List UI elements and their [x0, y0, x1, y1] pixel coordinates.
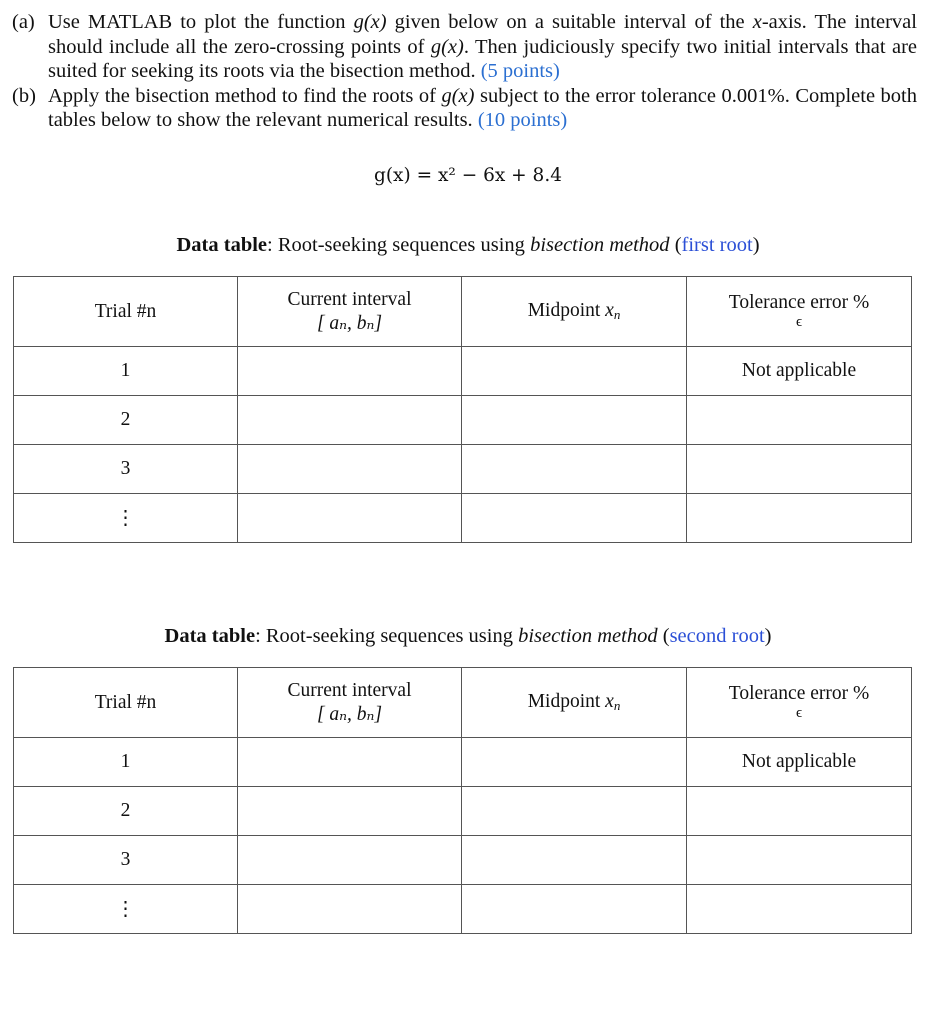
caption-root: first root: [681, 234, 753, 256]
cell-interval[interactable]: [238, 787, 462, 836]
part-b-text: Apply the bisection method to find the roots of: [48, 84, 442, 107]
table-row: [14, 885, 912, 934]
caption-paren: ): [752, 234, 760, 256]
cell-interval[interactable]: [238, 494, 462, 543]
header-interval: Current interval [ aₙ, bₙ]: [238, 277, 462, 347]
cell-interval[interactable]: [238, 347, 462, 396]
part-a: [12, 10, 917, 84]
table-row: [14, 396, 912, 445]
cell-midpoint[interactable]: [462, 396, 687, 445]
table-row: [14, 787, 912, 836]
cell-trial: ⋮: [14, 494, 238, 543]
cell-midpoint[interactable]: [462, 836, 687, 885]
part-b-points: (10 points): [477, 109, 568, 131]
cell-interval[interactable]: [238, 885, 462, 934]
table-row: [14, 836, 912, 885]
cell-error: Not applicable: [687, 738, 912, 787]
cell-trial: ⋮: [14, 885, 238, 934]
header-trial: Trial #n: [14, 668, 238, 738]
part-b: [12, 84, 917, 133]
caption-italic: bisection method: [530, 234, 670, 256]
cell-trial: 2: [14, 396, 238, 445]
cell-error[interactable]: [687, 396, 912, 445]
bisection-table-second-root: [13, 667, 912, 934]
cell-midpoint[interactable]: [462, 787, 687, 836]
table-row: [14, 494, 912, 543]
header-midpoint: Midpoint $x_n$: [462, 668, 687, 738]
part-a-text: Use MATLAB to plot the function: [48, 11, 354, 33]
part-a-text: . Then judiciously specify two initial intervals that are suited for seeking its roots via the bisection method.: [48, 35, 917, 82]
cell-error[interactable]: [687, 836, 912, 885]
table-row: [14, 347, 912, 396]
header-tolerance: Tolerance error % ϵ: [687, 277, 912, 347]
cell-trial: 2: [14, 787, 238, 836]
cell-midpoint[interactable]: [462, 347, 687, 396]
cell-midpoint[interactable]: [462, 494, 687, 543]
cell-trial: 3: [14, 445, 238, 494]
table-caption-first-root: [0, 234, 936, 257]
part-a-function: g(x): [430, 35, 464, 58]
part-a-text: given below on a suitable interval of the: [386, 11, 753, 33]
caption-text: : Root-seeking sequences using: [267, 234, 531, 256]
cell-midpoint[interactable]: [462, 885, 687, 934]
part-a-function: g(x): [353, 11, 387, 33]
bisection-table-first-root: [13, 276, 912, 543]
cell-interval[interactable]: [238, 396, 462, 445]
cell-midpoint[interactable]: [462, 738, 687, 787]
header-trial: Trial #n: [14, 277, 238, 347]
cell-error[interactable]: [687, 885, 912, 934]
cell-error: Not applicable: [687, 347, 912, 396]
cell-interval[interactable]: [238, 836, 462, 885]
table-header-row: [14, 668, 912, 738]
part-b-text: subject to the error tolerance 0.001%. Complete both tables below to show the relevant numerical results.: [48, 84, 917, 131]
cell-error[interactable]: [687, 787, 912, 836]
table-row: [14, 738, 912, 787]
caption-bold: Data table: [176, 234, 268, 256]
cell-interval[interactable]: [238, 738, 462, 787]
table-row: [14, 445, 912, 494]
cell-midpoint[interactable]: [462, 445, 687, 494]
cell-interval[interactable]: [238, 445, 462, 494]
function-formula: g(x) = x² − 6x + 8.4: [374, 165, 562, 186]
part-a-text: -axis. The interval should include all the zero-crossing points of: [48, 11, 917, 58]
caption-italic: bisection method: [518, 625, 658, 647]
cell-trial: 1: [14, 738, 238, 787]
part-a-marker: (a): [12, 11, 35, 33]
caption-paren: (: [657, 625, 670, 647]
table-caption-second-root: [0, 625, 936, 648]
table-header-row: [14, 277, 912, 347]
caption-paren: ): [764, 625, 772, 647]
part-a-xvar: x: [752, 11, 762, 33]
problem-statement: [12, 10, 917, 133]
header-interval: Current interval [ aₙ, bₙ]: [238, 668, 462, 738]
part-b-marker: (b): [12, 84, 36, 107]
cell-error[interactable]: [687, 445, 912, 494]
part-b-function: g(x): [441, 84, 475, 107]
caption-text: : Root-seeking sequences using: [255, 625, 519, 647]
cell-trial: 1: [14, 347, 238, 396]
caption-paren: (: [669, 234, 682, 256]
caption-root: second root: [669, 625, 765, 647]
header-tolerance: Tolerance error % ϵ: [687, 668, 912, 738]
cell-error[interactable]: [687, 494, 912, 543]
cell-trial: 3: [14, 836, 238, 885]
caption-bold: Data table: [164, 625, 256, 647]
header-midpoint: Midpoint $x_n$: [462, 277, 687, 347]
part-a-points: (5 points): [480, 60, 560, 82]
